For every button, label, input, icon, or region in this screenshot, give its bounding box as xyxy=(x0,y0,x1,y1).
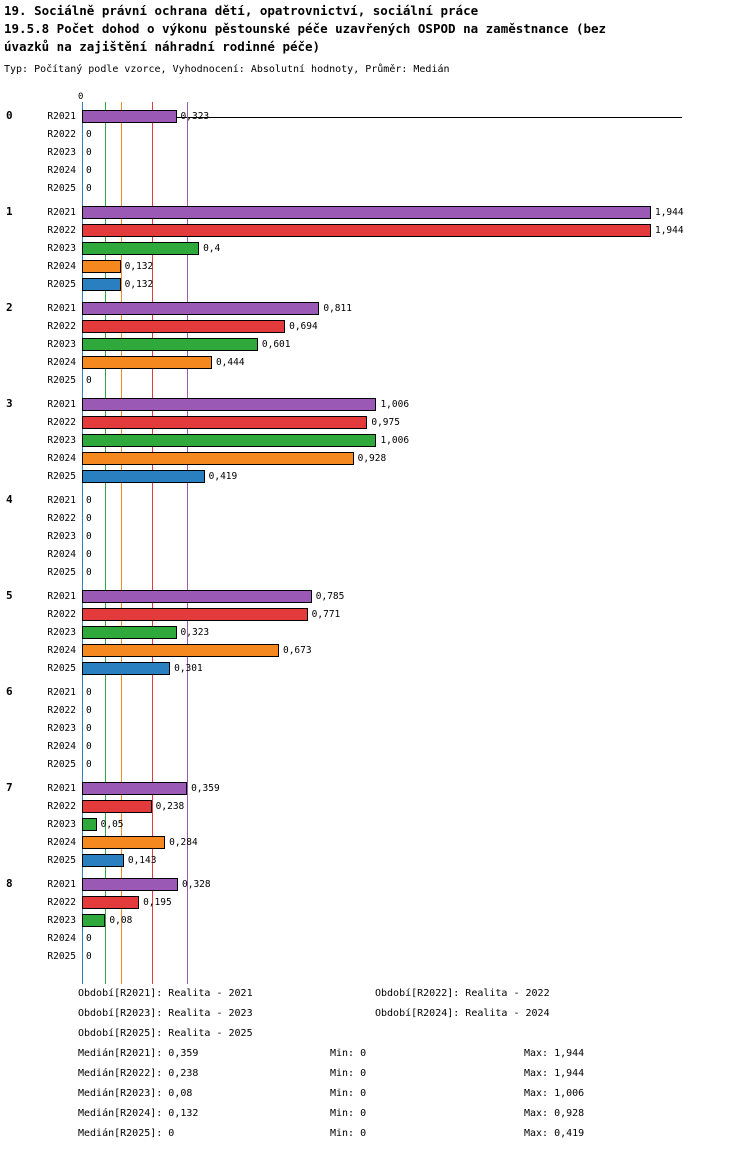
chart-subtitle: Typ: Počítaný podle vzorce, Vyhodnocení: Absolutní hodnoty, Průměr: Medián xyxy=(4,64,450,75)
bar-r2021-g2[interactable] xyxy=(82,302,319,315)
group-label: 5 xyxy=(6,589,13,602)
stat-max: Max: 0,928 xyxy=(524,1108,585,1119)
bar-r2021-g0[interactable] xyxy=(82,110,177,123)
row-label-r2022: R2022 xyxy=(47,705,76,716)
bar-value-r2022-g7: 0,238 xyxy=(155,801,185,812)
row-label-r2025: R2025 xyxy=(47,951,76,962)
row-label-r2024: R2024 xyxy=(47,165,76,176)
bar-r2022-g2[interactable] xyxy=(82,320,285,333)
bar-r2025-g5[interactable] xyxy=(82,662,170,675)
stat-min: Min: 0 xyxy=(330,1068,367,1079)
bar-value-r2023-g4: 0 xyxy=(86,531,92,542)
group-label: 4 xyxy=(6,493,13,506)
stat-min: Min: 0 xyxy=(330,1108,367,1119)
row-label-r2021: R2021 xyxy=(47,207,76,218)
stat-max: Max: 0,419 xyxy=(524,1128,585,1139)
chart-title-block xyxy=(4,2,748,56)
row-label-r2023: R2023 xyxy=(47,243,76,254)
bar-r2021-g3[interactable] xyxy=(82,398,376,411)
bar-value-r2022-g8: 0,195 xyxy=(143,897,172,908)
stat-min: Min: 0 xyxy=(330,1048,367,1059)
row-label-r2022: R2022 xyxy=(47,897,76,908)
group-label: 3 xyxy=(6,397,13,410)
row-label-r2022: R2022 xyxy=(47,609,76,620)
bar-value-r2025-g4: 0 xyxy=(86,567,92,578)
bar-r2024-g7[interactable] xyxy=(82,836,165,849)
group-label: 2 xyxy=(6,301,13,314)
bar-value-r2024-g5: 0,673 xyxy=(282,645,312,656)
row-label-r2023: R2023 xyxy=(47,627,76,638)
legend-row xyxy=(0,988,750,1008)
bar-value-r2024-g2: 0,444 xyxy=(215,357,245,368)
chart-legend xyxy=(0,988,750,1148)
bar-value-r2021-g0: 0,323 xyxy=(180,111,210,122)
bar-value-r2025-g6: 0 xyxy=(86,759,92,770)
bar-r2025-g1[interactable] xyxy=(82,278,121,291)
bar-value-r2021-g1: 1,944 xyxy=(654,207,684,218)
group-label: 1 xyxy=(6,205,13,218)
row-label-r2021: R2021 xyxy=(47,783,76,794)
bar-value-r2023-g0: 0 xyxy=(86,147,92,158)
legend-item: Období[R2023]: Realita - 2023 xyxy=(78,1008,253,1019)
group-label: 7 xyxy=(6,781,13,794)
bar-value-r2023-g7: 0,05 xyxy=(100,819,124,830)
bar-value-r2024-g8: 0 xyxy=(86,933,92,944)
stats-row xyxy=(0,1128,750,1148)
stat-median: Medián[R2025]: 0 xyxy=(78,1128,175,1139)
bar-r2022-g7[interactable] xyxy=(82,800,152,813)
legend-item: Období[R2024]: Realita - 2024 xyxy=(375,1008,550,1019)
row-label-r2022: R2022 xyxy=(47,513,76,524)
axis-tick-zero: 0 xyxy=(78,92,84,102)
row-label-r2025: R2025 xyxy=(47,375,76,386)
row-label-r2022: R2022 xyxy=(47,417,76,428)
stats-row xyxy=(0,1108,750,1128)
stat-max: Max: 1,944 xyxy=(524,1068,585,1079)
bar-value-r2025-g7: 0,143 xyxy=(127,855,157,866)
row-label-r2023: R2023 xyxy=(47,819,76,830)
row-label-r2025: R2025 xyxy=(47,183,76,194)
bar-r2022-g8[interactable] xyxy=(82,896,139,909)
bar-r2022-g5[interactable] xyxy=(82,608,308,621)
stat-max: Max: 1,944 xyxy=(524,1048,585,1059)
row-label-r2023: R2023 xyxy=(47,339,76,350)
bar-value-r2022-g2: 0,694 xyxy=(289,321,318,332)
bar-value-r2021-g6: 0 xyxy=(86,687,92,698)
bar-r2024-g1[interactable] xyxy=(82,260,121,273)
row-label-r2025: R2025 xyxy=(47,567,76,578)
row-label-r2021: R2021 xyxy=(47,687,76,698)
stat-min: Min: 0 xyxy=(330,1088,367,1099)
bar-value-r2023-g1: 0,4 xyxy=(203,243,221,254)
row-label-r2021: R2021 xyxy=(47,879,76,890)
bar-r2021-g1[interactable] xyxy=(82,206,651,219)
bar-value-r2023-g3: 1,006 xyxy=(380,435,410,446)
bar-value-r2024-g4: 0 xyxy=(86,549,92,560)
bar-value-r2021-g8: 0,328 xyxy=(182,879,211,890)
group-label: 0 xyxy=(6,109,13,122)
bar-value-r2023-g6: 0 xyxy=(86,723,92,734)
bar-r2023-g2[interactable] xyxy=(82,338,258,351)
row-label-r2021: R2021 xyxy=(47,591,76,602)
row-label-r2023: R2023 xyxy=(47,147,76,158)
bar-r2023-g3[interactable] xyxy=(82,434,376,447)
bar-value-r2022-g5: 0,771 xyxy=(311,609,341,620)
stat-min: Min: 0 xyxy=(330,1128,367,1139)
bar-r2024-g5[interactable] xyxy=(82,644,279,657)
stat-median: Medián[R2022]: 0,238 xyxy=(78,1068,199,1079)
bar-value-r2024-g3: 0,928 xyxy=(357,453,387,464)
row-label-r2024: R2024 xyxy=(47,933,76,944)
row-label-r2022: R2022 xyxy=(47,321,76,332)
bar-value-r2022-g3: 0,975 xyxy=(371,417,400,428)
bar-value-r2024-g7: 0,284 xyxy=(169,837,198,848)
bar-value-r2023-g8: 0,08 xyxy=(109,915,133,926)
bar-value-r2024-g6: 0 xyxy=(86,741,92,752)
row-label-r2025: R2025 xyxy=(47,759,76,770)
title-line-1: 19. Sociálně právní ochrana dětí, opatrovnictví, sociální práce xyxy=(4,3,479,18)
row-label-r2021: R2021 xyxy=(47,303,76,314)
plot-area xyxy=(0,90,750,980)
bar-value-r2021-g4: 0 xyxy=(86,495,92,506)
legend-row xyxy=(0,1008,750,1028)
legend-row xyxy=(0,1028,750,1048)
group-label: 6 xyxy=(6,685,13,698)
bar-value-r2025-g3: 0,419 xyxy=(208,471,238,482)
bar-value-r2021-g5: 0,785 xyxy=(315,591,345,602)
row-label-r2024: R2024 xyxy=(47,261,76,272)
bar-r2021-g5[interactable] xyxy=(82,590,312,603)
row-label-r2025: R2025 xyxy=(47,471,76,482)
bar-value-r2021-g7: 0,359 xyxy=(191,783,220,794)
legend-item: Období[R2021]: Realita - 2021 xyxy=(78,988,253,999)
bar-value-r2023-g5: 0,323 xyxy=(180,627,210,638)
row-label-r2024: R2024 xyxy=(47,645,76,656)
bar-value-r2025-g2: 0 xyxy=(86,375,92,386)
group-label: 8 xyxy=(6,877,13,890)
bar-r2025-g3[interactable] xyxy=(82,470,205,483)
bar-value-r2021-g2: 0,811 xyxy=(323,303,352,314)
stat-median: Medián[R2024]: 0,132 xyxy=(78,1108,199,1119)
row-label-r2021: R2021 xyxy=(47,495,76,506)
bar-r2022-g3[interactable] xyxy=(82,416,367,429)
row-label-r2022: R2022 xyxy=(47,225,76,236)
bar-r2024-g3[interactable] xyxy=(82,452,354,465)
row-label-r2021: R2021 xyxy=(47,399,76,410)
bar-r2023-g5[interactable] xyxy=(82,626,177,639)
bar-value-r2022-g1: 1,944 xyxy=(654,225,684,236)
row-label-r2024: R2024 xyxy=(47,453,76,464)
bar-value-r2022-g0: 0 xyxy=(86,129,92,140)
row-label-r2025: R2025 xyxy=(47,855,76,866)
legend-item: Období[R2022]: Realita - 2022 xyxy=(375,988,550,999)
bar-value-r2024-g0: 0 xyxy=(86,165,92,176)
bar-r2023-g7[interactable] xyxy=(82,818,97,831)
bar-value-r2025-g8: 0 xyxy=(86,951,92,962)
bar-value-r2023-g2: 0,601 xyxy=(261,339,291,350)
row-label-r2024: R2024 xyxy=(47,357,76,368)
bar-value-r2022-g6: 0 xyxy=(86,705,92,716)
stats-row xyxy=(0,1048,750,1068)
bar-value-r2025-g0: 0 xyxy=(86,183,92,194)
bar-r2021-g7[interactable] xyxy=(82,782,187,795)
title-line-3: úvazků na zajištění náhradní rodinné péče) xyxy=(4,39,321,54)
bar-r2023-g1[interactable] xyxy=(82,242,199,255)
row-label-r2024: R2024 xyxy=(47,837,76,848)
title-line-2: 19.5.8 Počet dohod o výkonu pěstounské péče uzavřených OSPOD na zaměstnance (bez xyxy=(4,21,607,36)
row-label-r2021: R2021 xyxy=(47,111,76,122)
row-label-r2024: R2024 xyxy=(47,741,76,752)
row-label-r2022: R2022 xyxy=(47,129,76,140)
bar-r2025-g7[interactable] xyxy=(82,854,124,867)
row-label-r2023: R2023 xyxy=(47,723,76,734)
row-label-r2023: R2023 xyxy=(47,915,76,926)
stat-median: Medián[R2023]: 0,08 xyxy=(78,1088,193,1099)
stats-row xyxy=(0,1068,750,1088)
row-label-r2022: R2022 xyxy=(47,801,76,812)
bar-value-r2025-g5: 0,301 xyxy=(174,663,203,674)
stats-row xyxy=(0,1088,750,1108)
row-label-r2025: R2025 xyxy=(47,663,76,674)
bar-r2023-g8[interactable] xyxy=(82,914,105,927)
bar-value-r2022-g4: 0 xyxy=(86,513,92,524)
row-label-r2023: R2023 xyxy=(47,435,76,446)
row-label-r2023: R2023 xyxy=(47,531,76,542)
bar-value-r2024-g1: 0,132 xyxy=(124,261,154,272)
row-label-r2024: R2024 xyxy=(47,549,76,560)
bar-r2022-g1[interactable] xyxy=(82,224,651,237)
bar-value-r2021-g3: 1,006 xyxy=(380,399,410,410)
bar-r2021-g8[interactable] xyxy=(82,878,178,891)
bar-r2024-g2[interactable] xyxy=(82,356,212,369)
row-label-r2025: R2025 xyxy=(47,279,76,290)
stat-median: Medián[R2021]: 0,359 xyxy=(78,1048,199,1059)
stat-max: Max: 1,006 xyxy=(524,1088,585,1099)
legend-item: Období[R2025]: Realita - 2025 xyxy=(78,1028,253,1039)
bar-value-r2025-g1: 0,132 xyxy=(124,279,154,290)
